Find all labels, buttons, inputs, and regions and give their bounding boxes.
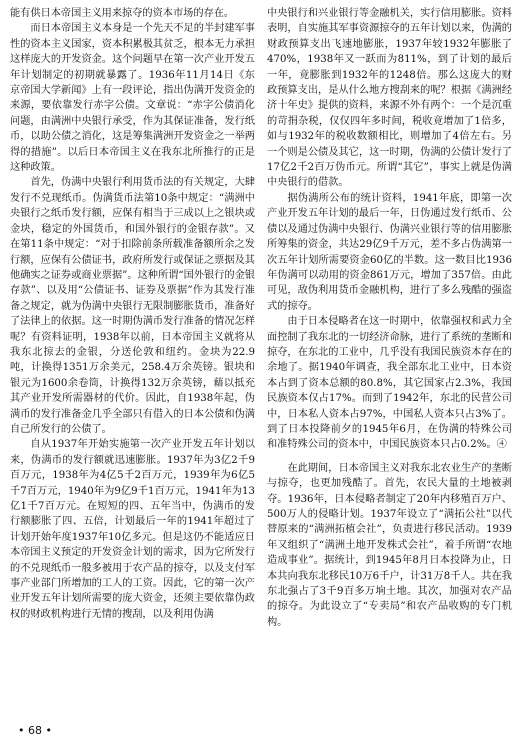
paragraph: 在此期间，日本帝国主义对我东北农业生产的垄断与掠夺，也更加残酷了。首先，农民大量的土地被剥夺。1936年，日本侵略者制定了20年内移殖百万户、500万人的侵略计划。1937年设立了“满拓公社”以代替原来的“满洲拓植会社”，负责进行移民活动。1939年又组织了“满洲土地开发株式会社”，着手所谓“农地造成事业”。据统计，到1945年8月日本投降为止，日本共向我东北移民10万6千户，计31万8千人。共在我东北强占了3千9百多万垧土地。其次，加强对农产品的掠夺。为此设立了“专卖局”和农产品收购的专门机构。 bbox=[267, 462, 512, 628]
paragraph: 首先，伪满中央银行利用货币法的有关规定，大肆发行不兑现纸币。伪满货币法第10条中规定：“满洲中央银行之纸币发行额，应保有相当于三成以上之银块或金块，稳定的外国货币，和国外银行的金银存款”。又在第11条中规定：“对于扣除前条所载准备额所余之发行额，应保有公债证书，政府所发行或保证之票据及其他确实之证券或商业票据”。这种所谓“国外银行的金银存款”、以及用“公债证书、证券及票据”作为其发行准备之规定，就为伪满中央银行无限制膨胀货币，准备好了法律上的依据。这一时期伪满币发行准备的情况怎样呢？有资料证明，1938年以前，日本帝国主义就将从我东北掠去的金银，分送伦敦和纽约。金块为22.9吨，计换得1351万余美元，258.4万余英镑。银块和银元为1600余卷筒，计换得132万余英镑，藉以抵充其产业开发所需器材的代价。因此，自1938年起，伪满币的发行准备金几乎全部只有借入的日本公债和伪满自己所发行的公债了。 bbox=[10, 177, 255, 435]
page-number: • 68 • bbox=[18, 724, 52, 737]
paragraph: 由于日本侵略者在这一时期中，依靠强权和武力全面控制了我东北的一切经济命脉，进行了系统的垄断和掠夺，在东北的工业中，几乎没有我国民族资本存在的余地了。据1940年调查，我全部东北工业中，日本资本占到了资本总额的80.8%，其它国家占2.3%，我国民族资本仅占17%。而到了1942年，东北的民营公司中，日本私人资本占97%，中国私人资本只占3%了。到了日本投降前夕的1945年6月，在伪满的特殊公司和准特殊公司的资本中，中国民族资本只占0.2%。④ bbox=[267, 316, 512, 451]
paragraph: 能有供日本帝国主义用来掠夺的资本市场的存在。 bbox=[10, 8, 235, 19]
paragraph: 自从1937年开始实施第一次产业开发五年计划以来，伪满币的发行额就迅速膨胀。1937年为3亿2千9百万元，1938年为4亿5千2百万元，1939年为6亿5千7百万元，1940年为9亿9千1百万元，1941年为13亿1千7百万元。在短短的四、五年当中，伪满币的发行额膨胀了四、五倍，计划最后一年的1941年超过了计划开始年度1937年10亿多元。但是这仍不能适应日本帝国主义预定的开发资金计划的需求，因为它所发行的不兑现纸币一般多被用于农产品的掠夺，以及支付军事产业部门所增加的工人的工资。因此，它的第一次产业开发五年计划所需要的庞大资金，还须主要依靠伪政权的财政机构进行无情的搜刮，以及利用伪满 bbox=[10, 439, 255, 620]
paragraph: 中央银行和兴业银行等金融机关，实行信用膨胀。资料表明，自实施其军事资源掠夺的五年计划以来，伪满的财政预算支出飞速地膨胀，1937年较1932年膨胀了470%，1938年又一跃而为811%，到了计划的最后一年，竟膨胀到1932年的1248倍。那么这庞大的财政预算支出，是从什么地方搜刮来的呢？根据《满洲经济十年史》提供的资料，来源不外有两个：一个是沉重的苛捐杂税，仅仅四年多时间，税收竟增加了1倍多，如与1932年的税收数额相比，则增加了4倍左右。另一个则是公债及其它，这一时期，伪满的公债计发行了17亿2千2百万伪币元。所谓“其它”，事实上就是伪满中央银行的借款。 bbox=[267, 8, 512, 189]
paragraph-spacer bbox=[267, 453, 512, 461]
paragraph: 据伪满所公布的统计资料，1941年底，即第一次产业开发五年计划的最后一年，日伪通过发行纸币、公债以及通过伪满中央银行、伪满兴业银行等的信用膨胀所筹集的资金，共达29亿9千万元，差不多占伪满第一次五年计划所需要资金60亿的半数。这一数目比1936年伪满可以动用的资金861万元，增加了357倍。由此可见，敌伪利用货币金融机构，进行了多么残酷的强盗式的掠夺。 bbox=[267, 192, 512, 312]
left-column bbox=[10, 6, 255, 622]
paragraph: 而日本帝国主义本身是一个先天不足的半封建军事性的资本主义国家，资本积累极其贫乏，根本无力承担这样庞大的开发资金。这个问题早在第一次产业开发五年计划制定的初期就暴露了。1936年11月14日《东京帝国大学新闻》上有一段评论，指出伪满开发资金的来源，要依靠发行赤字公债。文章说：“赤字公债消化问题，由满洲中央银行承受，作为其保证准备，发行纸币，以助公债之消化，这是筹集满洲开发资金之一举两得的措施”。以后日本帝国主义在我东北所推行的正是这种政策。 bbox=[10, 23, 255, 174]
right-column bbox=[267, 6, 512, 630]
